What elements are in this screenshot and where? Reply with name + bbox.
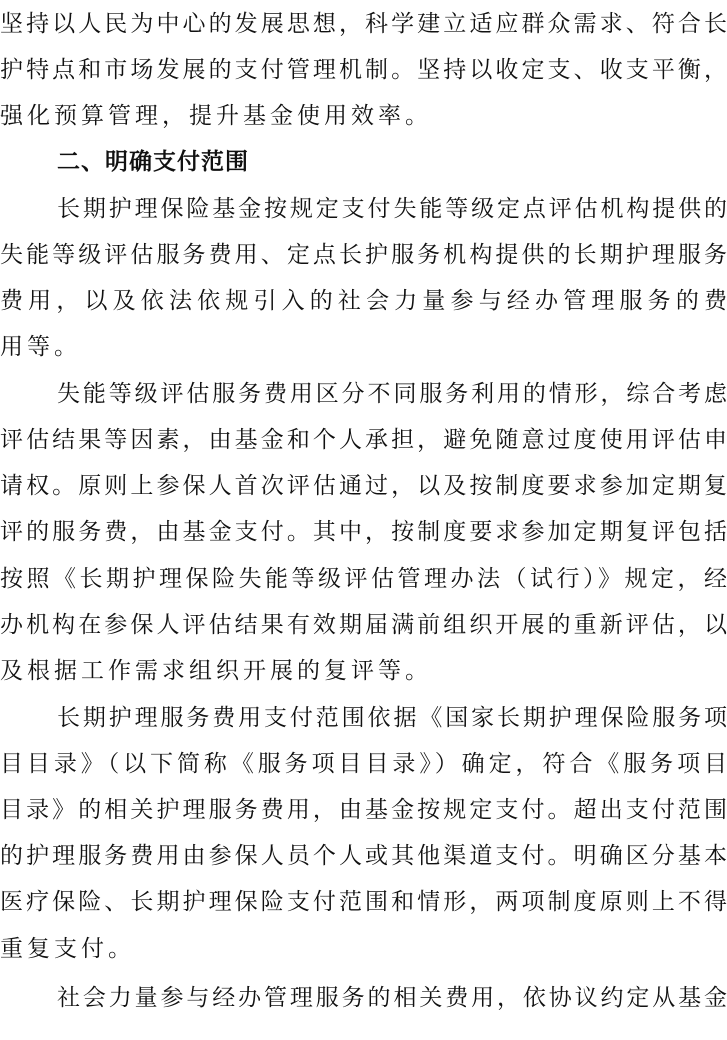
paragraph-4-line-1: 长期护理服务费用支付范围依据《国家长期护理保险服务项: [57, 705, 727, 731]
paragraph-2-line-2: 失能等级评估服务费用、定点长护服务机构提供的长期护理服务: [0, 242, 727, 268]
paragraph-3-line-2: 评估结果等因素，由基金和个人承担，避免随意过度使用评估申: [0, 427, 727, 453]
paragraph-4-line-3: 目录》的相关护理服务费用，由基金按规定支付。超出支付范围: [0, 797, 727, 823]
paragraph-2-line-1: 长期护理保险基金按规定支付失能等级定点评估机构提供的: [57, 196, 727, 222]
paragraph-3-line-4: 评的服务费，由基金支付。其中，按制度要求参加定期复评包括: [0, 519, 727, 545]
paragraph-4-line-5: 医疗保险、长期护理保险支付范围和情形，两项制度原则上不得: [0, 889, 727, 915]
paragraph-1-line-1: 坚持以人民为中心的发展思想，科学建立适应群众需求、符合长: [0, 11, 727, 37]
paragraph-2-line-3: 费用，以及依法依规引入的社会力量参与经办管理服务的费: [0, 288, 727, 314]
paragraph-3-line-6: 办机构在参保人评估结果有效期届满前组织开展的重新评估，以: [0, 612, 727, 638]
paragraph-4-line-2: 目目录》（以下简称《服务项目目录》）确定，符合《服务项目: [0, 751, 727, 777]
paragraph-3-line-3: 请权。原则上参保人首次评估通过，以及按制度要求参加定期复: [0, 473, 727, 499]
paragraph-4-line-6: 重复支付。: [0, 936, 135, 962]
paragraph-2-line-4: 用等。: [0, 334, 81, 360]
section-heading: 二、明确支付范围: [57, 149, 249, 175]
paragraph-1-line-2: 护特点和市场发展的支付管理机制。坚持以收定支、收支平衡，: [0, 57, 727, 83]
paragraph-1-line-3: 强化预算管理，提升基金使用效率。: [0, 103, 432, 129]
paragraph-5-line-1: 社会力量参与经办管理服务的相关费用，依协议约定从基金: [57, 985, 727, 1011]
paragraph-3-line-7: 及根据工作需求组织开展的复评等。: [0, 658, 432, 684]
paragraph-3-line-5: 按照《长期护理保险失能等级评估管理办法（试行）》规定，经: [0, 566, 727, 592]
paragraph-4-line-4: 的护理服务费用由参保人员个人或其他渠道支付。明确区分基本: [0, 843, 727, 869]
paragraph-3-line-1: 失能等级评估服务费用区分不同服务利用的情形，综合考虑: [57, 381, 727, 407]
